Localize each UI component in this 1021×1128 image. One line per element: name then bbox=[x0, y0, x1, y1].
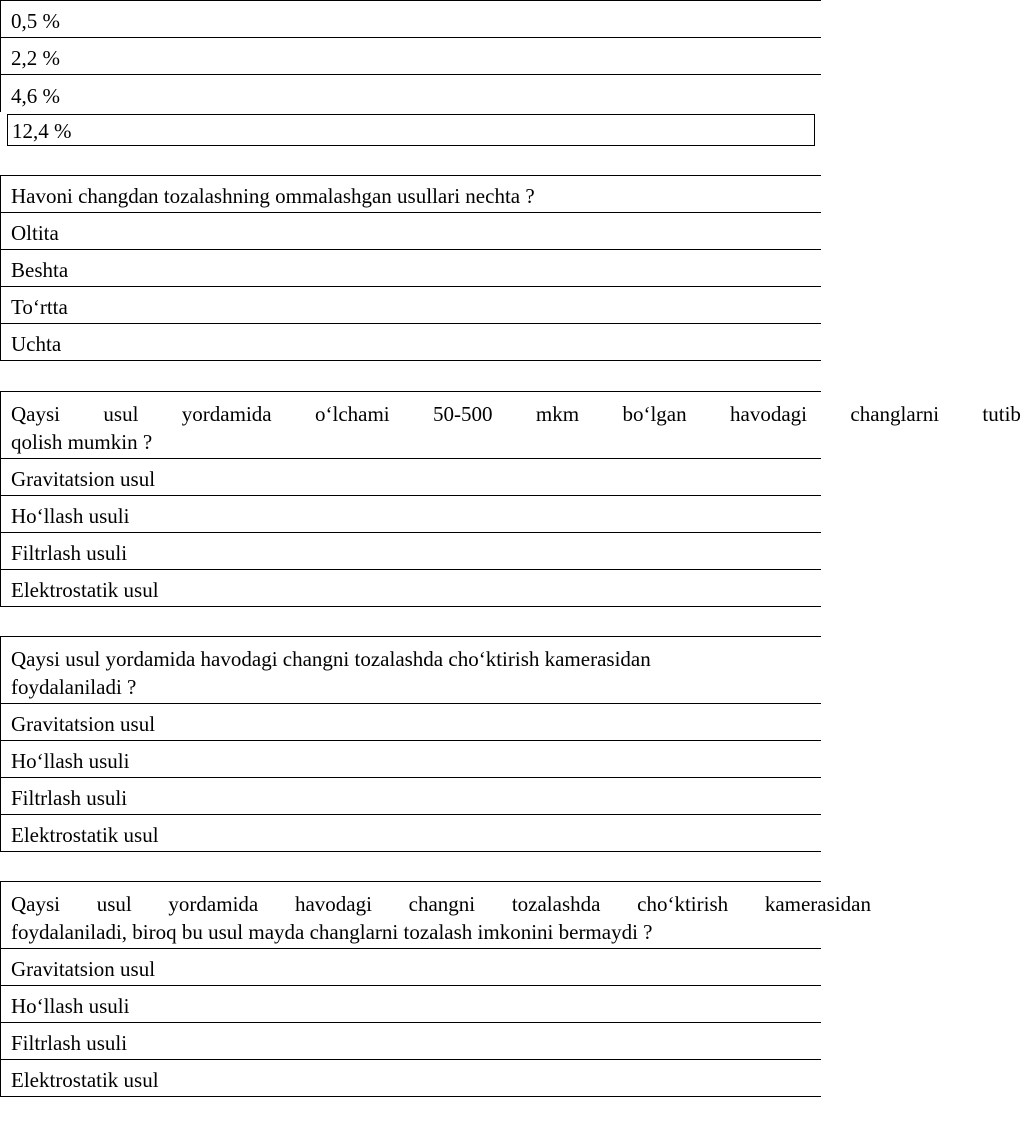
question-line-2: foydalaniladi, biroq bu usul mayda changlarni tozalash imkonini bermaydi ? bbox=[11, 920, 653, 944]
word: tozalashda bbox=[511, 892, 601, 916]
answer-option[interactable]: Gravitatsion usul bbox=[1, 949, 821, 986]
word: Qaysi bbox=[11, 402, 60, 426]
word: changlarni bbox=[850, 402, 940, 426]
question-line-2: foydalaniladi ? bbox=[11, 675, 137, 699]
answer-option[interactable]: 2,2 % bbox=[1, 38, 821, 75]
answer-option[interactable]: Elektrostatik usul bbox=[1, 815, 821, 852]
word: usul bbox=[96, 892, 132, 916]
word: tutib bbox=[982, 402, 1021, 426]
question-text bbox=[1, 637, 821, 704]
word: cho‘ktirish bbox=[637, 892, 729, 916]
word: changni bbox=[408, 892, 476, 916]
word: havodagi bbox=[730, 402, 808, 426]
question-line-1: Qaysi usul yordamida havodagi changni tozalashda cho‘ktirish kamerasidan bbox=[11, 647, 651, 671]
answer-option[interactable]: Ho‘llash usuli bbox=[1, 986, 821, 1023]
word: yordamida bbox=[181, 402, 272, 426]
word: 50-500 bbox=[433, 402, 493, 426]
answer-option[interactable]: Uchta bbox=[1, 324, 821, 361]
word: bo‘lgan bbox=[622, 402, 687, 426]
answer-option[interactable]: Elektrostatik usul bbox=[1, 1060, 821, 1097]
question-text: Havoni changdan tozalashning ommalashgan usullari nechta ? bbox=[1, 176, 821, 213]
answer-option[interactable]: To‘rtta bbox=[1, 287, 821, 324]
question-table-4 bbox=[0, 881, 871, 1097]
answer-option[interactable]: Filtrlash usuli bbox=[1, 533, 821, 570]
answer-option[interactable]: Elektrostatik usul bbox=[1, 570, 821, 607]
word: Qaysi bbox=[11, 892, 60, 916]
question-text bbox=[1, 882, 871, 949]
word: kamerasidan bbox=[764, 892, 871, 916]
answer-option[interactable]: Gravitatsion usul bbox=[1, 459, 821, 496]
answer-table-top bbox=[0, 0, 821, 112]
answer-option[interactable]: Beshta bbox=[1, 250, 821, 287]
answer-option[interactable]: 4,6 % bbox=[11, 84, 60, 108]
answer-option[interactable]: Filtrlash usuli bbox=[1, 778, 821, 815]
answer-option-boxed[interactable]: 12,4 % bbox=[7, 114, 815, 146]
word: yordamida bbox=[168, 892, 259, 916]
question-text bbox=[1, 392, 1021, 459]
question-table-3 bbox=[0, 636, 821, 852]
question-line-2: qolish mumkin ? bbox=[11, 430, 153, 454]
answer-option[interactable]: Gravitatsion usul bbox=[1, 704, 821, 741]
word: mkm bbox=[535, 402, 580, 426]
word: o‘lchami bbox=[315, 402, 390, 426]
question-table-1 bbox=[0, 175, 821, 361]
answer-option[interactable]: 0,5 % bbox=[1, 1, 821, 38]
question-line-1 bbox=[11, 890, 871, 918]
answer-option[interactable]: Oltita bbox=[1, 213, 821, 250]
word: usul bbox=[103, 402, 139, 426]
word: havodagi bbox=[294, 892, 372, 916]
answer-option[interactable]: Ho‘llash usuli bbox=[1, 496, 821, 533]
question-line-1 bbox=[11, 400, 1021, 428]
answer-option[interactable]: Ho‘llash usuli bbox=[1, 741, 821, 778]
answer-option[interactable]: Filtrlash usuli bbox=[1, 1023, 821, 1060]
question-table-2 bbox=[0, 391, 1021, 607]
